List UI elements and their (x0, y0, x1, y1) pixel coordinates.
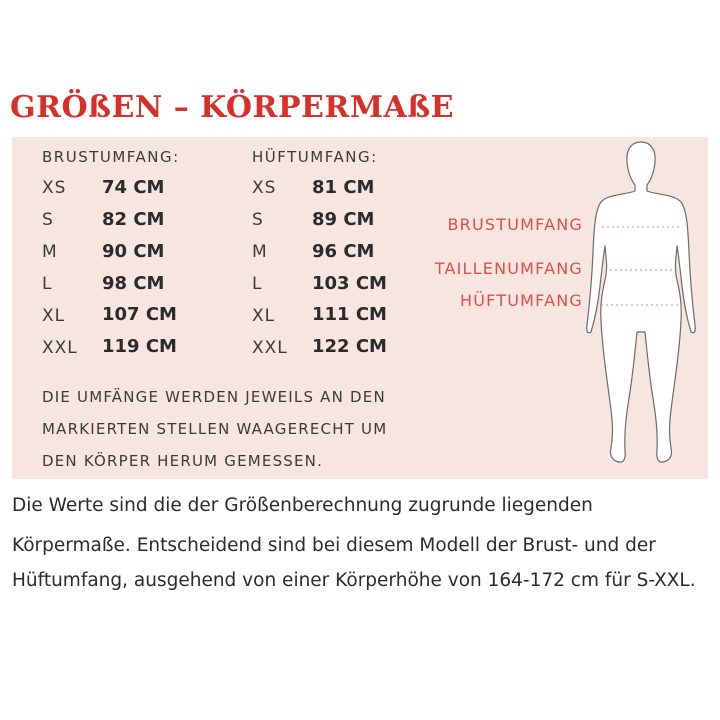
size-label: L (252, 274, 263, 294)
bust-value: 119 CM (102, 336, 177, 357)
bust-value: 90 CM (102, 241, 165, 262)
measure-note-line: DIE UMFÄNGE WERDEN JEWEILS AN DEN (42, 388, 386, 406)
hip-value: 111 CM (312, 304, 387, 325)
hip-value: 81 CM (312, 177, 375, 198)
figure-label-waist: TAILLENUMFANG (434, 259, 583, 278)
size-label: XL (252, 306, 276, 326)
bust-column-header: BRUSTUMFANG: (42, 148, 180, 166)
figure-label-bust: BRUSTUMFANG (447, 215, 583, 234)
figure-label-hip: HÜFTUMFANG (460, 291, 583, 310)
body-silhouette-icon (585, 140, 700, 465)
bust-value: 98 CM (102, 273, 165, 294)
size-label: XXL (252, 338, 288, 358)
measure-note-line: MARKIERTEN STELLEN WAAGERECHT UM (42, 420, 388, 438)
description-line: Die Werte sind die der Größenberechnung zugrunde liegenden (12, 495, 593, 516)
size-label: M (252, 242, 268, 262)
size-label: XL (42, 306, 66, 326)
size-label: XXL (42, 338, 78, 358)
hip-value: 96 CM (312, 241, 375, 262)
hip-column-header: HÜFTUMFANG: (252, 148, 378, 166)
size-label: XS (42, 178, 67, 198)
hip-value: 122 CM (312, 336, 387, 357)
size-label: S (42, 210, 54, 230)
size-label: L (42, 274, 53, 294)
bust-value: 107 CM (102, 304, 177, 325)
size-label: XS (252, 178, 277, 198)
size-label: M (42, 242, 58, 262)
bust-value: 82 CM (102, 209, 165, 230)
description-line: Körpermaße. Entscheidend sind bei diesem Modell der Brust- und der (12, 535, 656, 556)
measure-note-line: DEN KÖRPER HERUM GEMESSEN. (42, 452, 324, 470)
page-title: GRÖßEN – KÖRPERMAßE (10, 90, 454, 125)
size-label: S (252, 210, 264, 230)
hip-value: 103 CM (312, 273, 387, 294)
hip-value: 89 CM (312, 209, 375, 230)
description-line: Hüftumfang, ausgehend von einer Körperhöhe von 164-172 cm für S-XXL. (12, 570, 696, 591)
bust-value: 74 CM (102, 177, 165, 198)
